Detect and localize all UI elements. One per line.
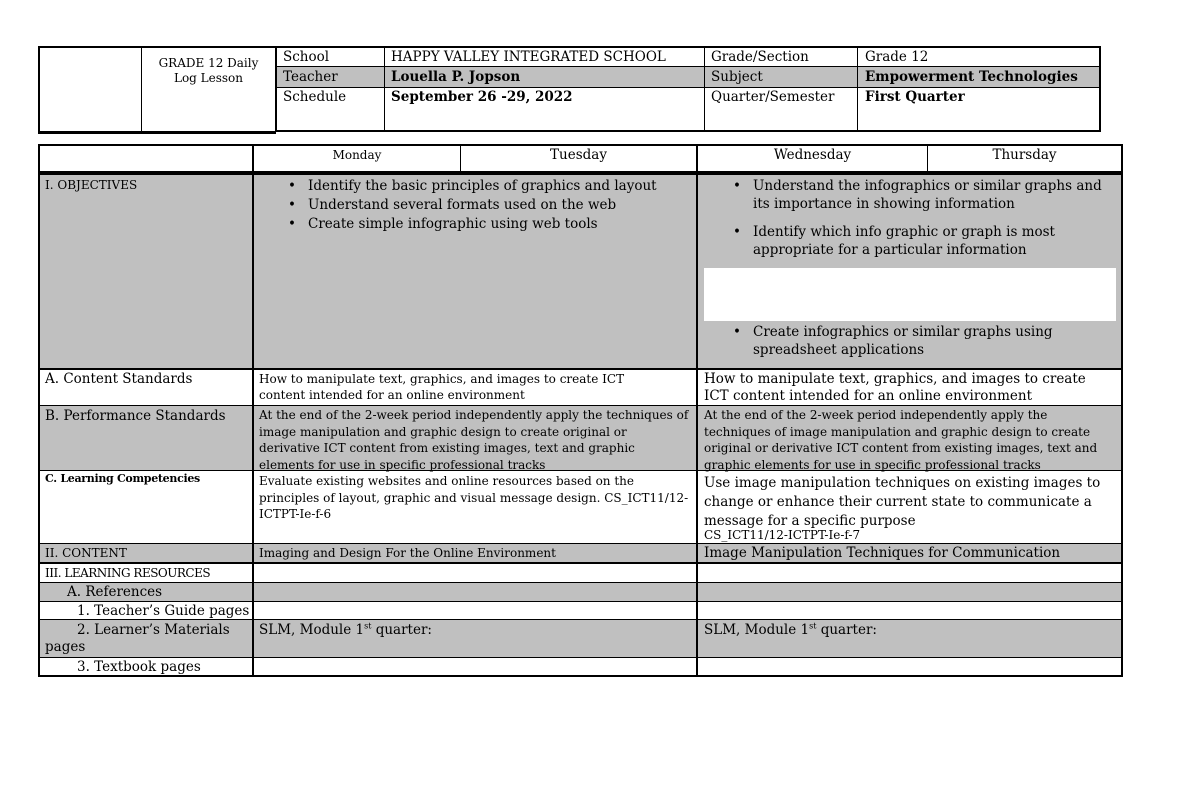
ordinal-suffix: st — [364, 621, 372, 631]
teacher-label: Teacher — [283, 69, 338, 85]
learners-materials-label-line2: pages — [45, 639, 86, 655]
learning-competencies-right-code: CS_ICT11/12-ICTPT-Ie-f-7 — [704, 528, 861, 542]
log-title-line1: GRADE 12 Daily — [158, 56, 259, 70]
subject-value: Empowerment Technologies — [865, 69, 1078, 85]
references-label: A. References — [67, 584, 163, 600]
quarter-text: quarter: — [816, 622, 877, 638]
log-title-line2: Log Lesson — [173, 71, 244, 85]
performance-standards-right: At the end of the 2-week period independently apply the techniques of image manipulation and graphic design to create original or derivative ICT content from existing images, text and graphic elements for use in specific professional tracks — [704, 408, 1098, 472]
quarter-text: quarter: — [371, 622, 432, 638]
grade-section-value: Grade 12 — [865, 49, 929, 65]
learners-materials-right — [704, 622, 877, 639]
content-standards-left: How to manipulate text, graphics, and images to create ICT content intended for an online environment — [259, 372, 625, 402]
teacher-value: Louella P. Jopson — [391, 69, 521, 85]
list-item: • Create simple infographic using web tools — [284, 215, 684, 233]
quarter-value: First Quarter — [865, 89, 965, 105]
teachers-guide-label: 1. Teacher’s Guide pages — [77, 603, 250, 619]
school-label: School — [283, 49, 330, 65]
performance-standards-label: B. Performance Standards — [45, 408, 226, 424]
list-item: • Understand several formats used on the web — [284, 196, 684, 214]
learning-competencies-label: C. Learning Competencies — [45, 472, 200, 485]
subject-label: Subject — [711, 69, 763, 85]
schedule-label: Schedule — [283, 89, 347, 105]
content-standards-label: A. Content Standards — [45, 371, 193, 387]
textbook-pages-label: 3. Textbook pages — [77, 659, 201, 675]
objectives-right-list-b — [729, 323, 1109, 359]
objectives-label: I. OBJECTIVES — [45, 178, 138, 192]
references-row-fill — [40, 583, 1122, 601]
day-wednesday: Wednesday — [773, 147, 852, 163]
content-right: Image Manipulation Techniques for Communication — [704, 545, 1061, 561]
list-item: • Understand the infographics or similar graphs and its importance in showing information — [729, 177, 1109, 213]
objectives-left-list — [284, 177, 684, 233]
day-monday: Monday — [332, 148, 382, 162]
learners-materials-left — [259, 622, 432, 639]
day-thursday: Thursday — [992, 147, 1057, 163]
learning-competencies-left: Evaluate existing websites and online resources based on the principles of layout, graphic and visual message design. CS_ICT11/12-ICTPT-Ie-f-6 — [259, 474, 689, 521]
day-tuesday: Tuesday — [550, 147, 607, 163]
list-item: • Identify the basic principles of graphics and layout — [284, 177, 684, 195]
list-item: • Create infographics or similar graphs using spreadsheet applications — [729, 323, 1109, 359]
content-label: II. CONTENT — [45, 546, 127, 560]
objectives-right-list-a — [729, 177, 1109, 259]
slm-module-text: SLM, Module 1 — [704, 622, 810, 638]
content-left: Imaging and Design For the Online Environment — [259, 546, 556, 560]
objectives-white-box — [704, 268, 1116, 321]
slm-module-text: SLM, Module 1 — [259, 622, 365, 638]
list-item: • Identify which info graphic or graph is most appropriate for a particular information — [729, 223, 1109, 259]
content-standards-right: How to manipulate text, graphics, and images to create ICT content intended for an online environment — [704, 371, 1086, 404]
schedule-value: September 26 -29, 2022 — [391, 89, 573, 105]
learning-resources-label: III. LEARNING RESOURCES — [45, 566, 211, 580]
ordinal-suffix: st — [809, 621, 817, 631]
learners-materials-label-line1: 2. Learner’s Materials — [77, 622, 230, 638]
grade-section-label: Grade/Section — [711, 49, 809, 65]
school-value: HAPPY VALLEY INTEGRATED SCHOOL — [391, 49, 666, 65]
performance-standards-left: At the end of the 2-week period independently apply the techniques of image manipulation and graphic design to create original or derivative ICT content from existing images, text and graphic elements for use in specific professional tracks — [259, 408, 689, 472]
learning-competencies-right: Use image manipulation techniques on existing images to change or enhance their current state to communicate a message for a specific purpose — [704, 475, 1101, 529]
quarter-label: Quarter/Semester — [711, 89, 835, 105]
